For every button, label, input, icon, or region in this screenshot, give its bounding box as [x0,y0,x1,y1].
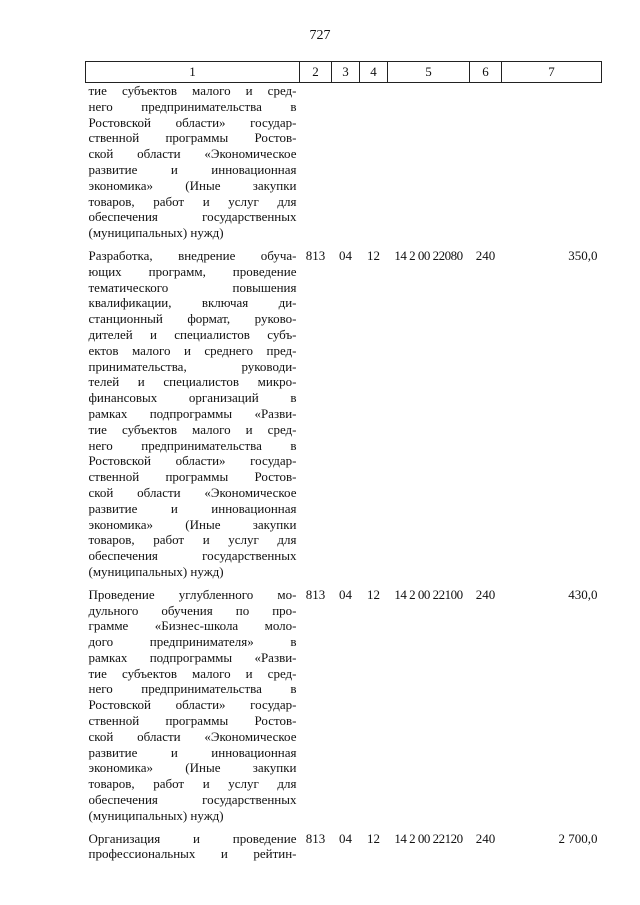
description-line: ющих программ, проведение [88,263,297,279]
description-line: ской области «Экономическое [88,146,297,162]
row-expense-type: 240 [475,586,496,602]
description-line: дульного обучения по про- [88,602,297,618]
row-description [86,83,300,241]
description-line: дого предпринимателя» в [88,634,297,650]
description-line: него предпринимательства в [88,98,297,114]
row-ministry-code [300,83,332,241]
description-line: него предпринимательства в [88,437,297,453]
description-line: рамках подпрограммы «Разви- [88,405,297,421]
row-expense-type [470,83,502,241]
row-target-article: 14 2 00 22080 [394,247,463,263]
row-ministry-code: 813 [305,247,326,263]
row-section-code [332,83,360,241]
description-line: Организация и проведение [88,830,297,846]
description-line: развитие и инновационная [88,500,297,516]
description-line: финансовых организаций в [88,390,297,406]
description-line: Ростовской области» государ- [88,114,297,130]
description-line: Ростовской области» государ- [88,697,297,713]
row-amount: 2 700,0 [558,830,598,846]
description-line: товаров, работ и услуг для [88,193,297,209]
header-col-5: 5 [388,62,470,83]
row-ministry-code: 813 [305,830,326,846]
row-section-code: 04 [339,586,352,602]
description-line: принимательства, руководи- [88,358,297,374]
row-target-article: 14 2 00 22120 [394,830,463,846]
row-section-code: 04 [339,830,352,846]
description-line: ектов малого и среднего пред- [88,342,297,358]
row-target-article [388,83,470,241]
header-col-4: 4 [360,62,388,83]
row-subsection-code [360,83,388,241]
row-subsection-code: 12 [367,586,380,602]
description-line: грамме «Бизнес-школа моло- [88,618,297,634]
description-line: квалификации, включая ди- [88,295,297,311]
description-line: экономика» (Иные закупки [88,177,297,193]
header-col-3: 3 [332,62,360,83]
description-line: Проведение углубленного мо- [88,586,297,602]
table-row [86,824,602,863]
table-row [86,580,602,824]
row-description [86,580,300,824]
description-line: обеспечения государственных [88,548,297,564]
description-line: обеспечения государственных [88,792,297,808]
header-col-1: 1 [86,62,300,83]
description-line: тие субъектов малого и сред- [88,83,297,98]
description-line: тие субъектов малого и сред- [88,421,297,437]
description-line: Разработка, внедрение обуча- [88,247,297,263]
row-section-code: 04 [339,247,352,263]
description-line: товаров, работ и услуг для [88,532,297,548]
table-row [86,83,602,241]
description-line: (муниципальных) нужд) [88,225,224,241]
description-line: ской области «Экономическое [88,484,297,500]
description-line: тематического повышения [88,279,297,295]
header-col-2: 2 [300,62,332,83]
description-line: ской области «Экономическое [88,728,297,744]
description-line: товаров, работ и услуг для [88,776,297,792]
description-line: обеспечения государственных [88,209,297,225]
description-line: развитие и инновационная [88,161,297,177]
description-line: профессиональных и рейтин- [88,846,297,862]
row-subsection-code: 12 [367,247,380,263]
row-target-article: 14 2 00 22100 [394,586,463,602]
row-description [86,824,300,863]
description-line: экономика» (Иные закупки [88,760,297,776]
row-ministry-code: 813 [305,586,326,602]
row-description [86,241,300,580]
description-line: ственной программы Ростов- [88,130,297,146]
row-amount: 430,0 [568,586,598,602]
table-header-row [86,62,602,83]
description-line: развитие и инновационная [88,744,297,760]
description-line: телей и специалистов микро- [88,374,297,390]
description-line: (муниципальных) нужд) [88,563,224,579]
description-line: ственной программы Ростов- [88,469,297,485]
description-line: рамках подпрограммы «Разви- [88,649,297,665]
row-expense-type: 240 [475,830,496,846]
header-col-7: 7 [502,62,602,83]
description-line: (муниципальных) нужд) [88,807,224,823]
row-subsection-code: 12 [367,830,380,846]
description-line: дителей и специалистов субъ- [88,326,297,342]
description-line: него предпринимательства в [88,681,297,697]
row-amount: 350,0 [568,247,598,263]
description-line: Ростовской области» государ- [88,453,297,469]
description-line: станционный формат, руково- [88,311,297,327]
description-line: экономика» (Иные закупки [88,516,297,532]
description-line: тие субъектов малого и сред- [88,665,297,681]
row-amount [502,83,602,241]
row-expense-type: 240 [475,247,496,263]
description-line: ственной программы Ростов- [88,713,297,729]
page-number: 727 [309,28,331,43]
budget-table [85,61,602,862]
header-col-6: 6 [470,62,502,83]
table-row [86,241,602,580]
